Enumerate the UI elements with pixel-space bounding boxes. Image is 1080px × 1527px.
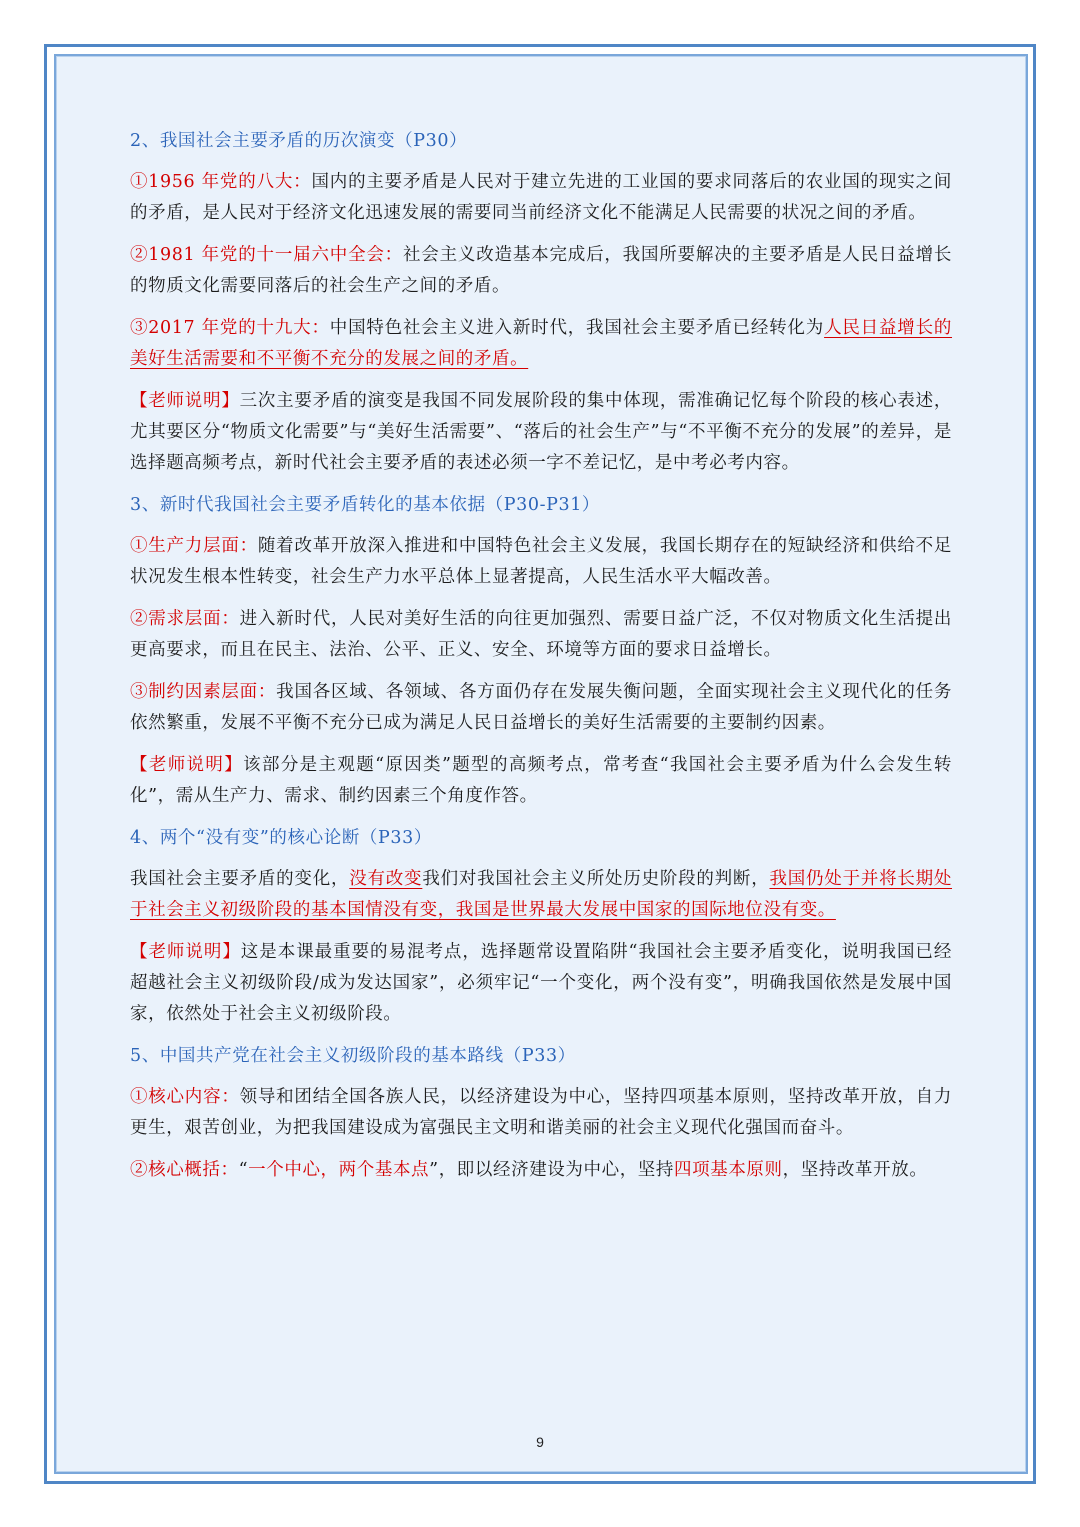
text-part: ”，即以经济建设为中心，坚持 bbox=[429, 1160, 675, 1180]
item-label: ①1956 年党的八大： bbox=[130, 172, 312, 192]
underlined-key-phrase: 没有改变 bbox=[349, 869, 423, 889]
item-label: ①生产力层面： bbox=[130, 536, 258, 556]
teacher-note-text: 该部分是主观题“原因类”题型的高频考点，常考查“我国社会主要矛盾为什么会发生转化”，需从生产力、需求、制约因素三个角度作答。 bbox=[130, 755, 952, 806]
teacher-note-text: 这是本课最重要的易混考点，选择题常设置陷阱“我国社会主要矛盾变化，说明我国已经超越社会主义初级阶段/成为发达国家”，必须牢记“一个变化，两个没有变”，明确我国依然是发展中国家，依然处于社会主义初级阶段。 bbox=[130, 942, 952, 1024]
item-text: 领导和团结全国各族人民，以经济建设为中心，坚持四项基本原则，坚持改革开放，自力更生，艰苦创业，为把我国建设成为富强民主文明和谐美丽的社会主义现代化强国而奋斗。 bbox=[130, 1087, 952, 1138]
item-label: ②核心概括： bbox=[130, 1160, 239, 1180]
item-label: ③制约因素层面： bbox=[130, 682, 277, 702]
section-2-item-3 bbox=[130, 313, 952, 375]
item-label: ③2017 年党的十九大： bbox=[130, 318, 330, 338]
section-4-heading: 4、两个“没有变”的核心论断（P33） bbox=[130, 828, 432, 848]
key-phrase: 四项基本原则 bbox=[674, 1160, 783, 1180]
item-text: 中国特色社会主义进入新时代，我国社会主要矛盾已经转化为 bbox=[329, 318, 825, 338]
item-text: 社会主义改造基本完成后，我国所要解决的主要矛盾是人民日益增长的物质文化需要同落后的社会生产之间的矛盾。 bbox=[130, 245, 952, 296]
text-part: 我国社会主要矛盾的变化， bbox=[130, 869, 350, 889]
item-text: 国内的主要矛盾是人民对于建立先进的工业国的要求同落后的农业国的现实之间的矛盾，是人民对于经济文化迅速发展的需要同当前经济文化不能满足人民需要的状况之间的矛盾。 bbox=[130, 172, 952, 223]
teacher-note-text: 三次主要矛盾的演变是我国不同发展阶段的集中体现，需准确记忆每个阶段的核心表述，尤其要区分“物质文化需要”与“美好生活需要”、“落后的社会生产”与“不平衡不充分的发展”的差异，是选择题高频考点，新时代社会主要矛盾的表述必须一字不差记忆，是中考必考内容。 bbox=[130, 391, 952, 473]
key-phrase: 一个中心，两个基本点 bbox=[248, 1160, 430, 1180]
section-4-paragraph bbox=[130, 864, 952, 926]
section-3-heading: 3、新时代我国社会主要矛盾转化的基本依据（P30-P31） bbox=[130, 495, 601, 515]
section-2-item-2 bbox=[130, 240, 952, 302]
section-2-teacher-note bbox=[130, 386, 952, 479]
text-part: ，坚持改革开放。 bbox=[782, 1160, 928, 1180]
section-3-item-2 bbox=[130, 604, 952, 666]
text-part: “ bbox=[238, 1160, 249, 1180]
section-5-item-2 bbox=[130, 1155, 952, 1186]
item-text: 随着改革开放深入推进和中国特色社会主义发展，我国长期存在的短缺经济和供给不足状况发生根本性转变，社会生产力水平总体上显著提高，人民生活水平大幅改善。 bbox=[130, 536, 953, 587]
item-label: ②需求层面： bbox=[130, 609, 240, 629]
section-5-heading: 5、中国共产党在社会主义初级阶段的基本路线（P33） bbox=[130, 1046, 576, 1066]
section-3-item-1 bbox=[130, 531, 952, 593]
item-text: 我国各区域、各领域、各方面仍存在发展失衡问题，全面实现社会主义现代化的任务依然繁重，发展不平衡不充分已成为满足人民日益增长的美好生活需要的主要制约因素。 bbox=[130, 682, 952, 733]
teacher-note-label: 【老师说明】 bbox=[130, 942, 241, 962]
text-part: 我们对我国社会主义所处历史阶段的判断， bbox=[422, 869, 770, 889]
section-3-item-3 bbox=[130, 677, 952, 739]
page-number: 9 bbox=[536, 1434, 544, 1450]
underlined-key-phrase: 我国仍处于并将长期处于社会主义初级阶段的基本国情没有变，我国是世界最大发展中国家的国际地位没有变。 bbox=[130, 869, 953, 920]
item-label: ②1981 年党的十一届六中全会： bbox=[130, 245, 403, 265]
teacher-note-label: 【老师说明】 bbox=[130, 391, 240, 411]
section-4-teacher-note bbox=[130, 937, 952, 1030]
section-2-heading: 2、我国社会主要矛盾的历次演变（P30） bbox=[130, 131, 468, 151]
section-5-item-1 bbox=[130, 1082, 952, 1144]
item-text: 进入新时代，人民对美好生活的向往更加强烈、需要日益广泛，不仅对物质文化生活提出更高要求，而且在民主、法治、公平、正义、安全、环境等方面的要求日益增长。 bbox=[130, 609, 952, 660]
underlined-key-phrase: 人民日益增长的美好生活需要和不平衡不充分的发展之间的矛盾。 bbox=[130, 318, 953, 369]
document-body bbox=[130, 126, 952, 1197]
section-3-teacher-note bbox=[130, 750, 952, 812]
item-label: ①核心内容： bbox=[130, 1087, 240, 1107]
section-2-item-1 bbox=[130, 167, 952, 229]
teacher-note-label: 【老师说明】 bbox=[130, 755, 244, 775]
